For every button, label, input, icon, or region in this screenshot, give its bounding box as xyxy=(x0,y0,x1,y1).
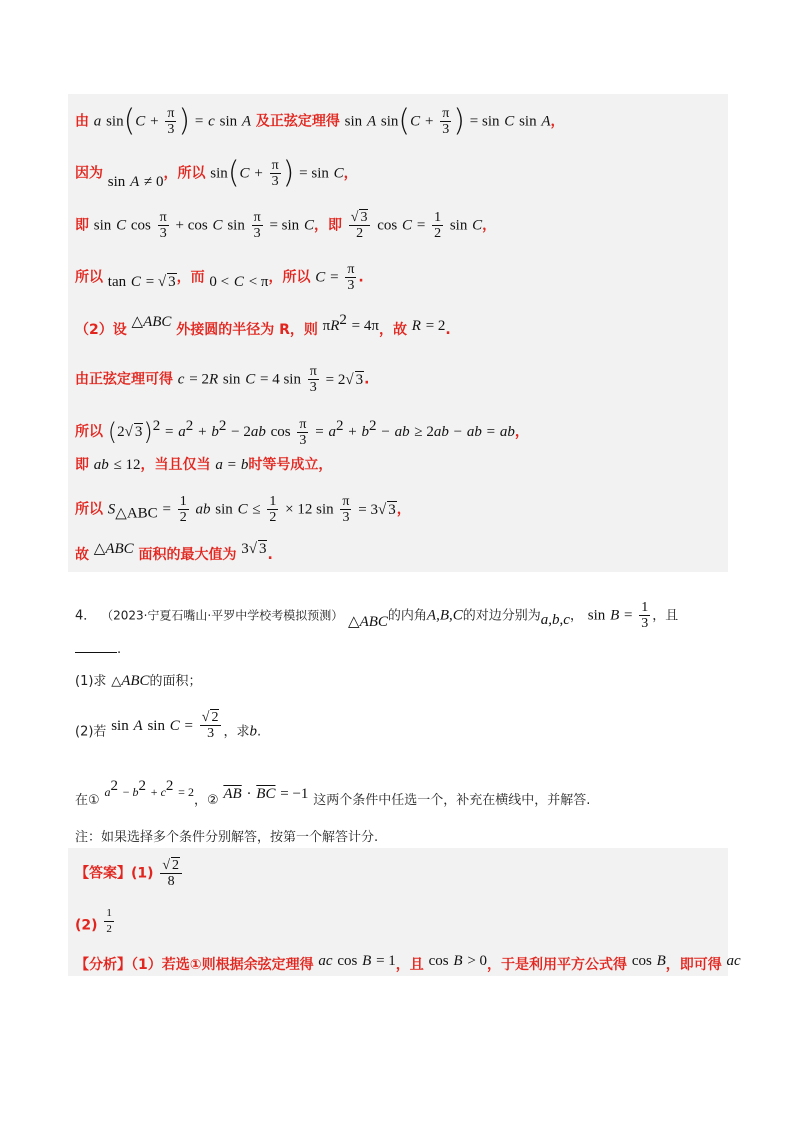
question-4-blank: . xyxy=(75,638,121,660)
answer-line-1: 【答案】(1) $\frac{√ 2}{8}$ xyxy=(75,858,184,889)
solution-line-2: 因为 sin A ≠ 0，所以 sin(C + $\frac{\pi}{3}$ ) = sin C， xyxy=(75,155,358,191)
solution-line-8: 即 ab ≤ 12，当且仅当 a = b时等号成立， xyxy=(75,457,333,473)
solution-line-9: 所以 $S_{\triangle ABC}$ = $\frac{1}{2}$ ab sin C ≤ $\frac{1}{2}$ × 12 sin $\frac{\pi}{3}$ = 3√ 3， xyxy=(75,494,411,525)
solution-line-5: （2）设 △ABC 外接圆的半径为 R，则 $\pi R^2 = 4\pi$，故 R = 2. xyxy=(75,312,451,338)
solution-line-4: 所以 tan C = √ 3，而 0 < C < π，所以 C = $\frac{\pi}{3}$ . xyxy=(75,262,364,293)
question-4-stem: 4． （2023·宁夏石嘴山·平罗中学校考模拟预测） △ABC的内角A,B,C的对边分别为a,b,c， sin B = $\frac{1}{3}$ ，且 xyxy=(75,600,679,631)
solution-line-6: 由正弦定理可得 c = 2R sin C = 4 sin $\frac{\pi}{3}$ = 2√ 3. xyxy=(75,364,370,395)
solution-line-10: 故 △ABC 面积的最大值为 3√ 3. xyxy=(75,541,273,563)
question-4-part-1: (1)求 △ABC的面积； xyxy=(75,673,202,689)
solution-line-7: 所以 (2√ $3)^2 = a^2 + b^2 - 2ab$ cos $\frac{\pi}{3}$ = $a^2 + b^2$ − ab ≥ 2ab − ab = ab， xyxy=(75,416,529,448)
solution-line-3: 即 sin C cos $\frac{\pi}{3}$ + cos C sin $\frac{\pi}{3}$ = sin C，即 $\frac{√ 3}{2}$ cos C = $\frac{1}{2}$ sin C， xyxy=(75,210,497,241)
question-4-note: 注：如果选择多个条件分别解答，按第一个解答计分. xyxy=(75,830,379,845)
question-4-part-2: (2)若 sin A sin C = $\frac{√ 2}{3}$ ，求b. xyxy=(75,710,262,741)
solution-line-1: 由 a sin(C + $\frac{\pi}{3}$ ) = c sin A 及正弦定理得 sin A sin(C + $\frac{\pi}{3}$ ) = sin C sin A， xyxy=(75,103,565,139)
answer-line-2: (2) $\frac{1}{2}$ xyxy=(75,907,112,935)
analysis-line: 【分析】（1）若选①则根据余弦定理得 ac cos B = 1，且 cos B > 0，于是利用平方公式得 cos B，即可得 ac xyxy=(75,953,741,973)
question-4-conditions: 在① $^{a2}$ − $^{b2}$ + $^{c2}$ $^{= 2}$，② $\overline{AB} \cdot \overline{BC} = -1$ 这两个条件中任选一个，补充在横线中，并解答. xyxy=(75,778,591,808)
